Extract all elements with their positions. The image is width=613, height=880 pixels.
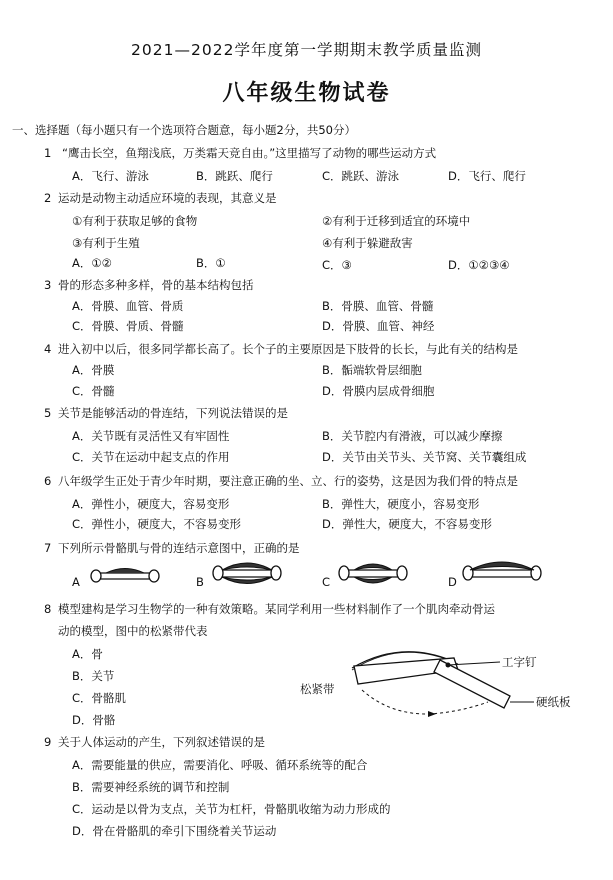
q2-item-4: ④有利于躲避敌害 (322, 236, 413, 250)
question-1-number: 1 (44, 146, 52, 160)
q8-label-pin: 工字钉 (502, 655, 537, 669)
q1-option-a: A．飞行、游泳 (72, 169, 149, 183)
question-8-stem: 模型建构是学习生物学的一种有效策略。某同学利用一些材料制作了一个肌肉牵动骨运 (58, 602, 495, 616)
question-6-number: 6 (44, 474, 52, 488)
question-6-stem: 八年级学生正处于青少年时期，要注意正确的坐、立、行的姿势，这是因为我们骨的特点是 (58, 474, 518, 488)
question-4-number: 4 (44, 342, 52, 356)
q7-option-d: D (448, 575, 457, 589)
q5-option-b: B．关节腔内有滑液，可以减少摩擦 (322, 429, 503, 443)
q7-option-a: A (72, 575, 80, 589)
q2-item-3: ③有利于生殖 (72, 236, 140, 250)
question-3-number: 3 (44, 278, 52, 292)
question-1-stem: “鹰击长空，鱼翔浅底，万类霜天竞自由。”这里描写了动物的哪些运动方式 (62, 146, 437, 160)
section-heading: 一、选择题（每小题只有一个选项符合题意，每小题2分，共50分） (12, 123, 356, 137)
q8-option-b: B．关节 (72, 669, 115, 683)
q6-option-b: B．弹性大，硬度小，容易变形 (322, 497, 480, 511)
question-8-number: 8 (44, 602, 52, 616)
q1-option-b: B．跳跃、爬行 (196, 169, 273, 183)
question-7-number: 7 (44, 541, 52, 555)
question-5-stem: 关节是能够活动的骨连结，下列说法错误的是 (58, 406, 288, 420)
question-8-stem-cont: 动的模型，图中的松紧带代表 (58, 624, 208, 638)
question-3-stem: 骨的形态多种多样，骨的基本结构包括 (58, 278, 254, 292)
q4-option-c: C．骨髓 (72, 384, 115, 398)
q7-figure-d (462, 558, 542, 588)
q4-option-d: D．骨膜内层成骨细胞 (322, 384, 435, 398)
q9-option-d: D．骨在骨骼肌的牵引下围绕着关节运动 (72, 824, 277, 838)
question-2-number: 2 (44, 191, 52, 205)
q7-figure-b (212, 558, 282, 588)
q3-option-a: A．骨膜、血管、骨质 (72, 299, 184, 313)
q7-option-b: B (196, 575, 204, 589)
q7-figure-c (338, 558, 408, 588)
question-5-number: 5 (44, 406, 52, 420)
q8-label-board: 硬纸板 (536, 695, 571, 709)
exam-title: 2021—2022学年度第一学期期末教学质量监测 (131, 41, 482, 59)
question-9-number: 9 (44, 735, 52, 749)
question-4-stem: 进入初中以后，很多同学都长高了。长个子的主要原因是下肢骨的长长，与此有关的结构是 (58, 342, 518, 356)
question-9-stem: 关于人体运动的产生，下列叙述错误的是 (58, 735, 265, 749)
q5-option-c: C．关节在运动中起支点的作用 (72, 450, 230, 464)
q8-muscle-model-figure (290, 640, 590, 740)
q1-option-c: C．跳跃、游泳 (322, 169, 400, 183)
q6-option-a: A．弹性小，硬度大，容易变形 (72, 497, 230, 511)
question-2-stem: 运动是动物主动适应环境的表现，其意义是 (58, 191, 277, 205)
q2-option-a: A．①② (72, 256, 112, 270)
q7-option-c: C (322, 575, 331, 589)
q2-option-c: C．③ (322, 258, 352, 272)
q8-label-band: 松紧带 (300, 682, 335, 696)
q1-option-d: D．飞行、爬行 (448, 169, 526, 183)
q2-option-b: B．① (196, 256, 226, 270)
q6-option-c: C．弹性小，硬度大，不容易变形 (72, 517, 242, 531)
paper-title: 八年级生物试卷 (222, 81, 391, 106)
question-7-stem: 下列所示骨骼肌与骨的连结示意图中，正确的是 (58, 541, 300, 555)
q2-item-1: ①有利于获取足够的食物 (72, 214, 198, 228)
q3-option-b: B．骨膜、血管、骨髓 (322, 299, 434, 313)
q2-option-d: D．①②③④ (448, 258, 510, 272)
q6-option-d: D．弹性大，硬度大，不容易变形 (322, 517, 492, 531)
q4-option-a: A．骨膜 (72, 363, 115, 377)
q9-option-b: B．需要神经系统的调节和控制 (72, 780, 230, 794)
q9-option-c: C．运动是以骨为支点，关节为杠杆，骨骼肌收缩为动力形成的 (72, 802, 391, 816)
q2-item-2: ②有利于迁移到适宜的环境中 (322, 214, 471, 228)
q8-option-a: A．骨 (72, 647, 103, 661)
q3-option-c: C．骨膜、骨质、骨髓 (72, 319, 184, 333)
q7-figure-a (90, 562, 160, 588)
q9-option-a: A．需要能量的供应，需要消化、呼吸、循环系统等的配合 (72, 758, 368, 772)
q8-option-d: D．骨骼 (72, 713, 116, 727)
q5-option-d: D．关节由关节头、关节窝、关节囊组成 (322, 450, 527, 464)
q5-option-a: A．关节既有灵活性又有牢固性 (72, 429, 230, 443)
q3-option-d: D．骨膜、血管、神经 (322, 319, 435, 333)
q8-option-c: C．骨骼肌 (72, 691, 127, 705)
q4-option-b: B．骺端软骨层细胞 (322, 363, 422, 377)
